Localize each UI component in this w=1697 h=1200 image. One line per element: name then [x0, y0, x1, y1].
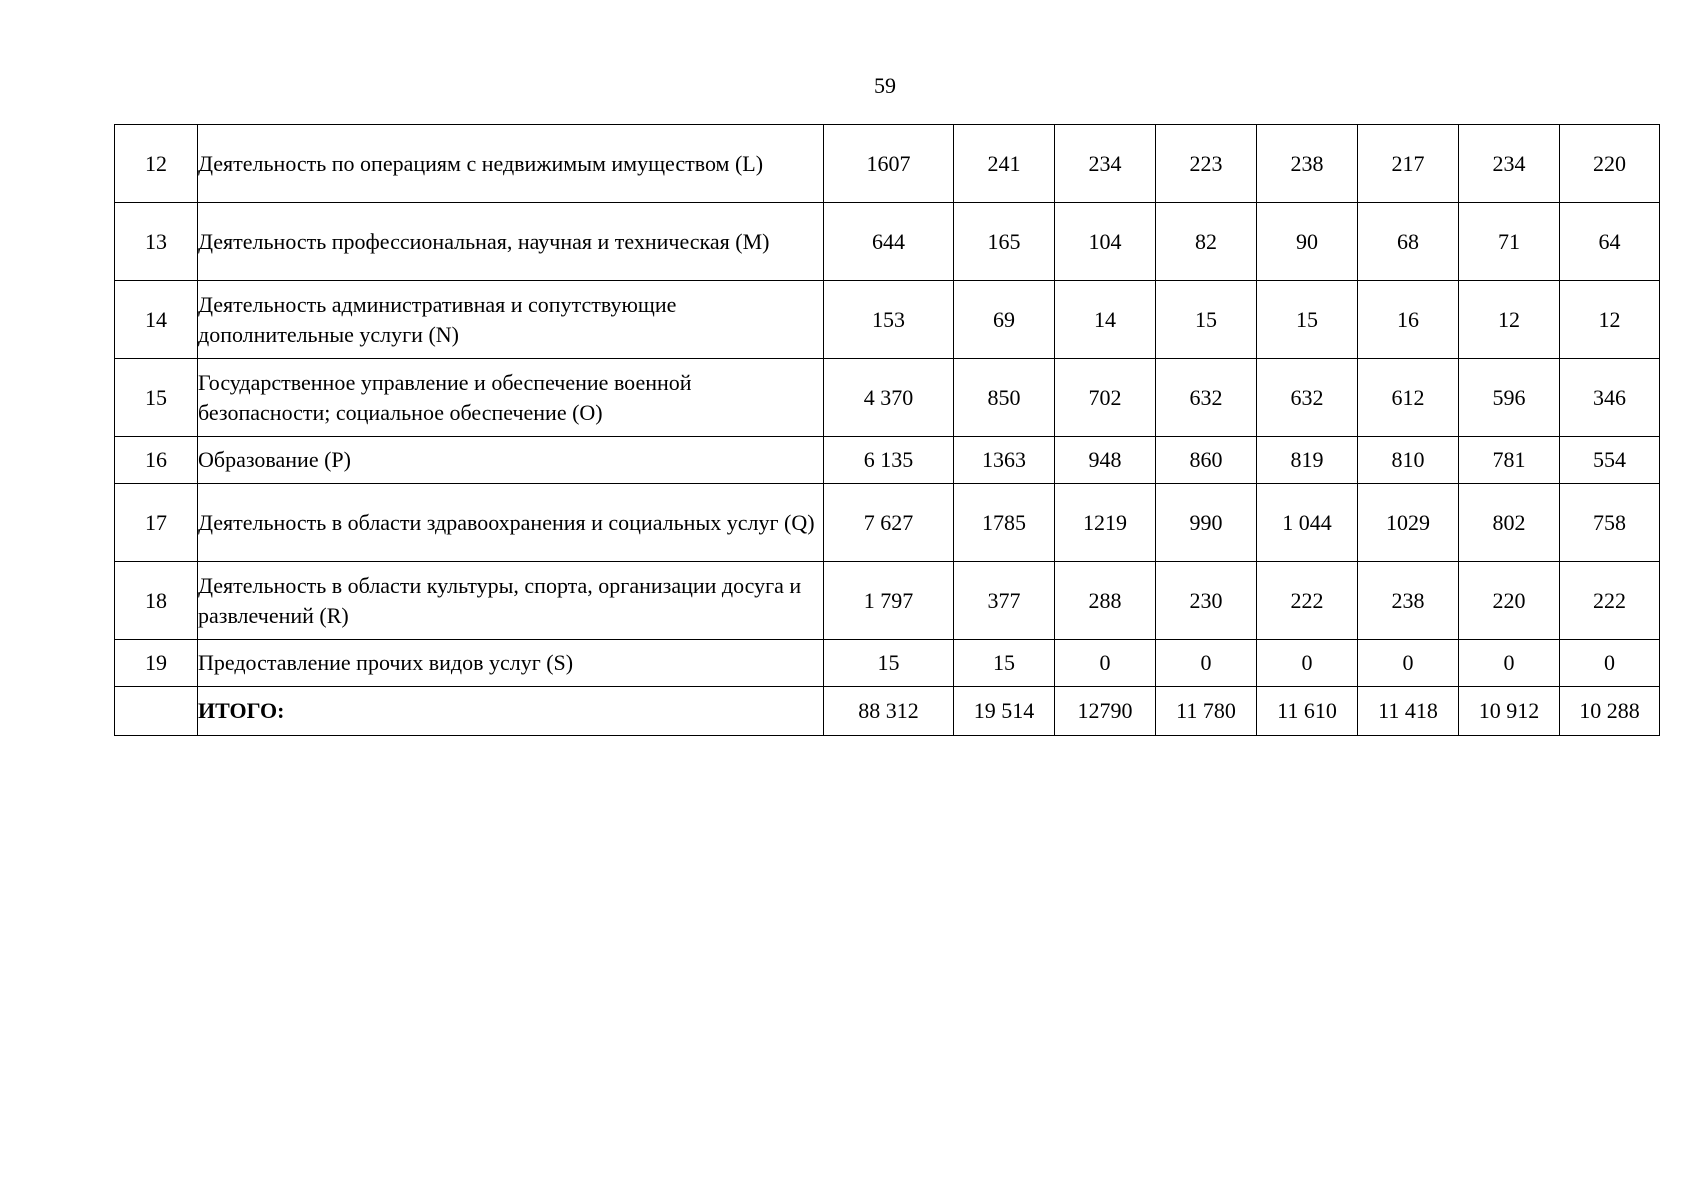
- value-cell: 220: [1560, 125, 1660, 203]
- value-cell: 0: [1560, 640, 1660, 687]
- value-cell: 4 370: [824, 359, 954, 437]
- statistics-table: [114, 124, 1660, 736]
- value-cell: 7 627: [824, 484, 954, 562]
- value-cell: 1363: [954, 437, 1055, 484]
- value-cell: 238: [1257, 125, 1358, 203]
- value-cell: 153: [824, 281, 954, 359]
- value-cell: 223: [1156, 125, 1257, 203]
- page-number: 59: [874, 73, 896, 98]
- value-cell: 6 135: [824, 437, 954, 484]
- value-cell: 781: [1459, 437, 1560, 484]
- row-number: 19: [115, 640, 198, 687]
- value-cell: 632: [1257, 359, 1358, 437]
- value-cell: 71: [1459, 203, 1560, 281]
- value-cell: 104: [1055, 203, 1156, 281]
- value-cell: 238: [1358, 562, 1459, 640]
- value-cell: 0: [1156, 640, 1257, 687]
- value-cell: 819: [1257, 437, 1358, 484]
- value-cell: 644: [824, 203, 954, 281]
- row-number: 15: [115, 359, 198, 437]
- value-cell: 222: [1560, 562, 1660, 640]
- value-cell: 850: [954, 359, 1055, 437]
- activity-name: Деятельность административная и сопутствующие дополнительные услуги (N): [198, 281, 824, 359]
- total-value-cell: 12790: [1055, 687, 1156, 736]
- value-cell: 612: [1358, 359, 1459, 437]
- value-cell: 632: [1156, 359, 1257, 437]
- total-value-cell: 10 288: [1560, 687, 1660, 736]
- row-number: [115, 687, 198, 736]
- value-cell: 0: [1358, 640, 1459, 687]
- total-value-cell: 11 610: [1257, 687, 1358, 736]
- activity-name: Государственное управление и обеспечение военной безопасности; социальное обеспечение (O): [198, 359, 824, 437]
- activity-name: Деятельность профессиональная, научная и техническая (M): [198, 203, 824, 281]
- value-cell: 217: [1358, 125, 1459, 203]
- table-row: [115, 437, 1660, 484]
- value-cell: 702: [1055, 359, 1156, 437]
- row-number: 17: [115, 484, 198, 562]
- value-cell: 234: [1055, 125, 1156, 203]
- total-row: [115, 687, 1660, 736]
- value-cell: 165: [954, 203, 1055, 281]
- value-cell: 15: [1156, 281, 1257, 359]
- row-number: 18: [115, 562, 198, 640]
- value-cell: 288: [1055, 562, 1156, 640]
- row-number: 16: [115, 437, 198, 484]
- value-cell: 220: [1459, 562, 1560, 640]
- activity-name: Деятельность в области культуры, спорта, организации досуга и развлечений (R): [198, 562, 824, 640]
- value-cell: 0: [1055, 640, 1156, 687]
- value-cell: 1785: [954, 484, 1055, 562]
- total-label: ИТОГО:: [198, 687, 824, 736]
- value-cell: 90: [1257, 203, 1358, 281]
- value-cell: 15: [1257, 281, 1358, 359]
- value-cell: 346: [1560, 359, 1660, 437]
- total-value-cell: 19 514: [954, 687, 1055, 736]
- table-row: [115, 562, 1660, 640]
- table-row: [115, 281, 1660, 359]
- value-cell: 948: [1055, 437, 1156, 484]
- activity-name: Деятельность в области здравоохранения и социальных услуг (Q): [198, 484, 824, 562]
- value-cell: 990: [1156, 484, 1257, 562]
- value-cell: 230: [1156, 562, 1257, 640]
- total-value-cell: 10 912: [1459, 687, 1560, 736]
- table-row: [115, 484, 1660, 562]
- value-cell: 810: [1358, 437, 1459, 484]
- value-cell: 82: [1156, 203, 1257, 281]
- value-cell: 14: [1055, 281, 1156, 359]
- value-cell: 1607: [824, 125, 954, 203]
- total-value-cell: 11 780: [1156, 687, 1257, 736]
- value-cell: 758: [1560, 484, 1660, 562]
- value-cell: 16: [1358, 281, 1459, 359]
- table-row: [115, 640, 1660, 687]
- table-row: [115, 359, 1660, 437]
- activity-name: Образование (P): [198, 437, 824, 484]
- activity-name: Деятельность по операциям с недвижимым имуществом (L): [198, 125, 824, 203]
- value-cell: 1029: [1358, 484, 1459, 562]
- value-cell: 377: [954, 562, 1055, 640]
- value-cell: 68: [1358, 203, 1459, 281]
- value-cell: 554: [1560, 437, 1660, 484]
- value-cell: 15: [954, 640, 1055, 687]
- value-cell: 802: [1459, 484, 1560, 562]
- table-row: [115, 203, 1660, 281]
- value-cell: 222: [1257, 562, 1358, 640]
- value-cell: 69: [954, 281, 1055, 359]
- value-cell: 0: [1459, 640, 1560, 687]
- value-cell: 860: [1156, 437, 1257, 484]
- value-cell: 234: [1459, 125, 1560, 203]
- total-value-cell: 88 312: [824, 687, 954, 736]
- value-cell: 1 797: [824, 562, 954, 640]
- value-cell: 15: [824, 640, 954, 687]
- total-value-cell: 11 418: [1358, 687, 1459, 736]
- value-cell: 12: [1560, 281, 1660, 359]
- value-cell: 596: [1459, 359, 1560, 437]
- row-number: 14: [115, 281, 198, 359]
- value-cell: 12: [1459, 281, 1560, 359]
- value-cell: 1219: [1055, 484, 1156, 562]
- value-cell: 64: [1560, 203, 1660, 281]
- row-number: 12: [115, 125, 198, 203]
- table-row: [115, 125, 1660, 203]
- value-cell: 0: [1257, 640, 1358, 687]
- value-cell: 241: [954, 125, 1055, 203]
- row-number: 13: [115, 203, 198, 281]
- value-cell: 1 044: [1257, 484, 1358, 562]
- activity-name: Предоставление прочих видов услуг (S): [198, 640, 824, 687]
